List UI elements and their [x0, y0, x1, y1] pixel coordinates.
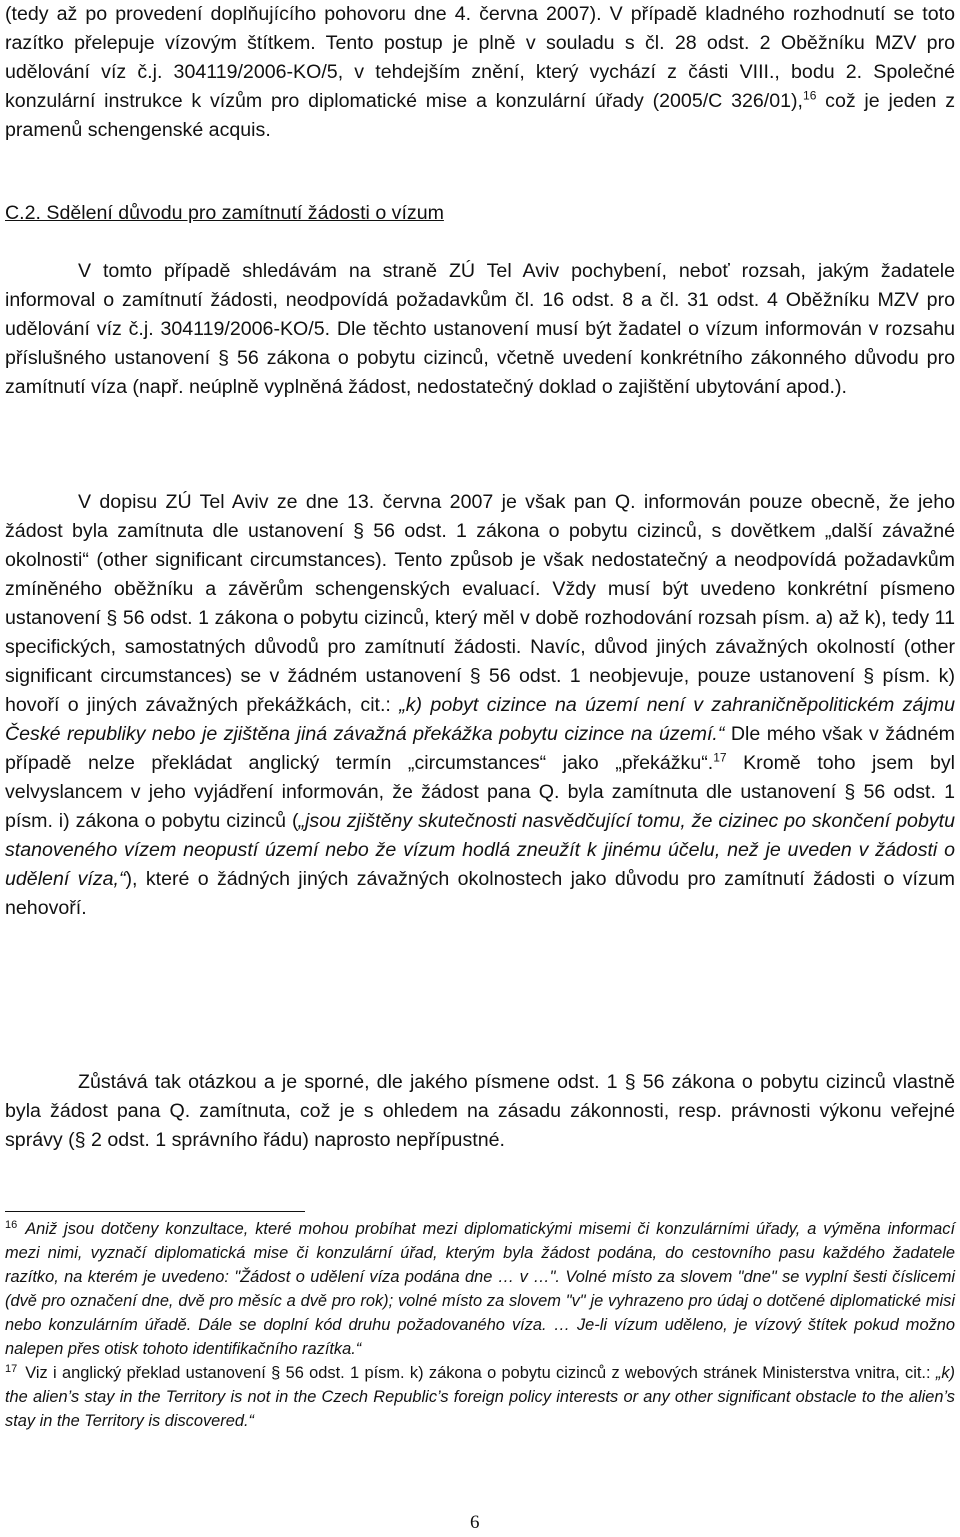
footnotes [5, 1217, 955, 1433]
quote-italic-2: „jsou zjištěny skutečnosti nasvědčující tomu, že cizinec po skončení pobytu stanoveného vízem neopustí území nebo že vízum hodlá zneužít k jinému účelu, než je uveden v žádosti o udělení víza,“ [5, 810, 955, 890]
footnote-17 [5, 1361, 955, 1433]
paragraph-1: V tomto případě shledávám na straně ZÚ Tel Aviv pochybení, neboť rozsah, jakým žadatele informoval o zamítnutí žádosti, neodpovídá požadavkům čl. 16 odst. 8 a čl. 31 odst. 4 Oběžníku MZV pro udělování víz č.j. 304119/2006-KO/5. Dle těchto ustanovení musí být žadatel o vízum informován v rozsahu příslušného ustanovení § 56 zákona o pobytu cizinců, včetně uvedení konkrétního zákonného důvodu pro zamítnutí víza (např. neúplně vyplněná žádost, nedostatečný doklad o zajištění ubytování apod.). [5, 260, 955, 398]
paragraph-2-part-3: Kromě toho jsem byl velvyslancem v jeho vyjádření informován, že žádost pana Q. byla zamítnuta dle ustanovení § 56 odst. 1 písm. i) zákona o pobytu cizinců ( [5, 752, 956, 832]
footnote-ref-17: 17 [713, 750, 727, 765]
intro-paragraph [5, 0, 955, 145]
intro-text-a: (tedy až po provedení doplňujícího pohovoru dne 4. června 2007). V případě kladného rozhodnutí se toto razítko přelepuje vízovým štítkem. Tento postup je plně v souladu s čl. 28 odst. 2 Oběžníku MZV pro udělování víz č.j. 304119/2006-KO/5, v tehdejším znění, který vychází z části VIII., bodu 2. Společné konzulární instrukce k vízům pro diplomatické mise a konzulární úřady (2005/C 326/01), [5, 3, 955, 112]
footnote-17-text-a: Viz i anglický překlad ustanovení § 56 odst. 1 písm. k) zákona o pobytu cizinců z webových stránek Ministerstva vnitra, cit.: [25, 1364, 936, 1382]
paragraph-2-part-4: ), které o žádných jiných závažných okolnostech jako důvodu pro zamítnutí žádosti o vízum nehovoří. [5, 868, 955, 919]
paragraph-3: Zůstává tak otázkou a je sporné, dle jakého písmene odst. 1 § 56 zákona o pobytu cizinců vlastně byla žádost pana Q. zamítnuta, což je s ohledem na zásadu zákonnosti, resp. právnosti výkonu veřejné správy (§ 2 odst. 1 správního řádu) naprosto nepřípustné. [5, 1071, 955, 1151]
paragraph-2-part-2: Dle mého však v žádném případě nelze překládat anglický termín „circumstances“ jako „překážku“. [5, 723, 955, 774]
footnote-16-text: Aniž jsou dotčeny konzultace, které mohou probíhat mezi diplomatickými misemi či konzulárními úřady, a výměna informací mezi nimi, vyznačí diplomatická mise či konzulární úřad, kterým byla žádost podána, do cestovního pasu každého žadatele razítko, na kterém je uvedeno: "Žádost o udělení víza podána dne … v …". Volné místo za slovem "dne" se vyplní šesti číslicemi (dvě pro označení dne, dvě pro měsíc a dvě pro rok); volné místo za slovem "v" je vyhrazeno pro údaj o dotčené diplomatické misi nebo konzulárním úřadě. Dále se doplní kód druhu požadovaného víza. … Je-li vízum uděleno, je vízový štítek pokud možno nalepen přes otisk tohoto identifikačního razítka.“ [5, 1220, 955, 1358]
section-heading: C.2. Sdělení důvodu pro zamítnutí žádosti o vízum [5, 202, 444, 224]
page-number: 6 [470, 1512, 480, 1533]
paragraph-2-part-1: V dopisu ZÚ Tel Aviv ze dne 13. června 2007 je však pan Q. informován pouze obecně, že jeho žádost byla zamítnuta dle ustanovení § 56 odst. 1 zákona o pobytu cizinců, s dovětkem „další závažné okolnosti“ (other significant circumstances). Tento způsob je však nedostatečný a neodpovídá požadavkům zmíněného oběžníku a závěrům schengenských evaluací. Vždy musí být uvedeno konkrétní písmeno ustanovení § 56 odst. 1 zákona o pobytu cizinců, který měl v době rozhodování rozsah písm. a) až k), tedy 11 specifických, samostatných důvodů pro zamítnutí žádosti. Navíc, důvod jiných závažných okolností (other significant circumstances) se v žádném ustanovení § 56 odst. 1 neobjevuje, pouze ustanovení § písm. k) hovoří o jiných závažných překážkách, cit.: [5, 491, 955, 716]
footnote-17-number: 17 [5, 1362, 18, 1375]
footnote-16-number: 16 [5, 1218, 18, 1231]
paragraph-2 [5, 488, 955, 923]
footnote-17-text-b: „k) the alien’s stay in the Territory is not in the Czech Republic’s foreign policy interests or any other significant obstacle to the alien’s stay in the Territory is discovered.“ [5, 1364, 955, 1430]
footnote-ref-16: 16 [803, 88, 817, 103]
intro-text-b: což je jeden z pramenů schengenské acquis. [5, 90, 955, 141]
quote-italic-1: „k) pobyt cizince na území není v zahraničněpolitickém zájmu České republiky nebo je zjištěna jiná závažná překážka pobytu cizince na území.“ [5, 694, 955, 745]
footnote-separator [5, 1211, 305, 1212]
footnote-16 [5, 1217, 955, 1361]
